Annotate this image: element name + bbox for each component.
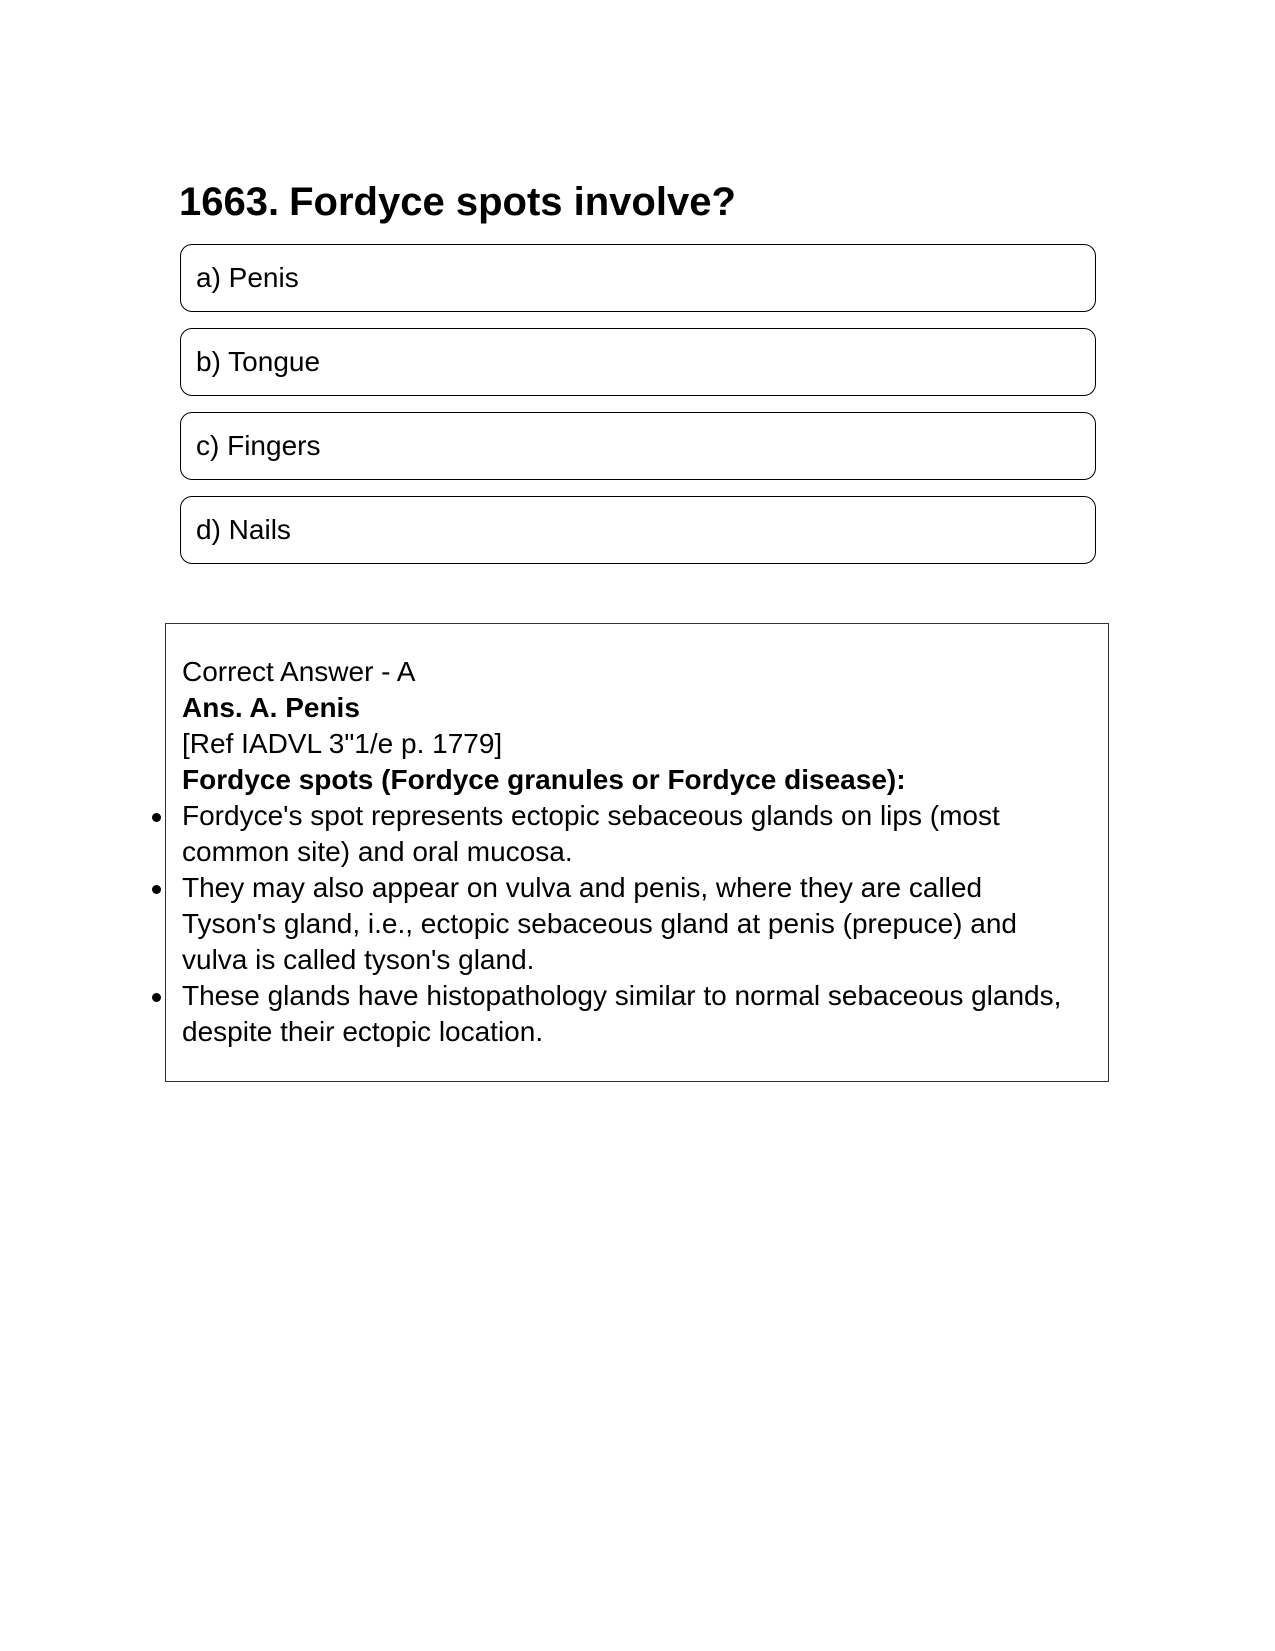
option-b[interactable]: b) Tongue xyxy=(180,328,1096,396)
bullet-item: They may also appear on vulva and penis, where they are called Tyson's gland, i.e., ectopic sebaceous gland at penis (prepuce) and vulva is called tyson's gland. xyxy=(182,870,1078,978)
section-heading: Fordyce spots (Fordyce granules or Fordyce disease): xyxy=(182,764,906,795)
reference-line: [Ref IADVL 3"1/e p. 1779] xyxy=(182,728,503,759)
answer-title: Ans. A. Penis xyxy=(182,692,360,723)
option-d[interactable]: d) Nails xyxy=(180,496,1096,564)
question-title xyxy=(179,178,736,226)
options-list xyxy=(180,244,1096,580)
correct-answer-line: Correct Answer - A xyxy=(182,656,416,687)
answer-explanation-box xyxy=(165,623,1109,1082)
bullet-item: Fordyce's spot represents ectopic sebaceous glands on lips (most common site) and oral mucosa. xyxy=(182,798,1078,870)
bullet-item: These glands have histopathology similar to normal sebaceous glands, despite their ectopic location. xyxy=(182,978,1078,1050)
question-text: Fordyce spots involve? xyxy=(289,180,736,224)
option-a[interactable]: a) Penis xyxy=(180,244,1096,312)
option-c[interactable]: c) Fingers xyxy=(180,412,1096,480)
question-number: 1663. xyxy=(179,180,280,224)
explanation-bullets xyxy=(182,798,1078,1050)
